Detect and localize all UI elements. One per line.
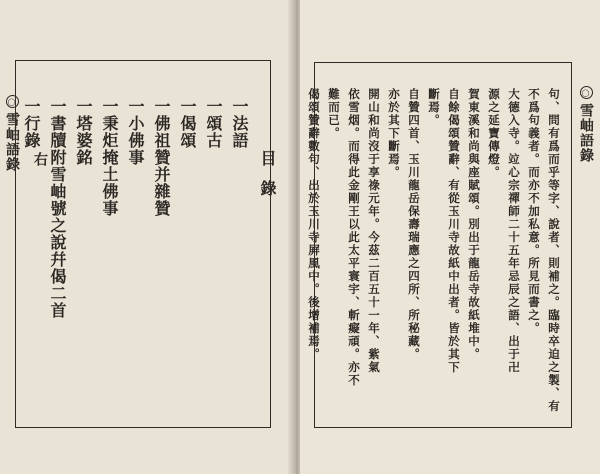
- text-column: 大德入寺。竝心宗禪師二十五年忌辰之語、出于卍: [507, 88, 521, 374]
- toc-item: 一行錄: [22, 98, 41, 149]
- toc-item: 一塔婆銘: [74, 98, 93, 166]
- toc-item: 一偈頌: [178, 98, 197, 149]
- text-column: 偈頌贊辭數句、出於玉川寺屛風中。後增補焉。: [307, 88, 321, 361]
- toc-title: 目錄: [258, 150, 277, 210]
- text-column: 源之延寶傳燈。: [487, 88, 501, 179]
- circle-mark-icon: ◯: [6, 95, 19, 108]
- text-column: 自餘偈頌贊辭、有從玉川寺故紙中出者。皆於其下: [447, 88, 461, 374]
- text-column: 依雪烟。而得此金剛王以此太平寰宇、斬癡頑。亦不: [347, 88, 361, 387]
- toc-item: 一書牘附雪岫號之說幷偈二首: [48, 98, 67, 319]
- text-column: 自贊四首、玉川龍岳保壽瑞應之四所、所秘藏。: [407, 88, 421, 361]
- circle-mark-icon: ◯: [580, 86, 593, 99]
- toc-item: 一秉炬掩土佛事: [100, 98, 119, 217]
- right-running-head: [576, 86, 596, 163]
- text-column: 難而已。: [327, 88, 341, 140]
- text-column: 句、問有爲而乎等字、說者、則補之。臨時卒迫之製、有: [547, 88, 561, 413]
- text-column: 亦於其下斷焉。: [387, 88, 401, 179]
- right-runner-text: 雪岫語錄: [578, 103, 594, 163]
- right-page: [300, 0, 600, 474]
- text-column: 不爲句義者。而亦不加私意。所見而書之。: [527, 88, 541, 335]
- text-column: 開山和尚沒于享祿元年。今茲二百五十一年、紫氣: [367, 88, 381, 374]
- toc-end-mark: 右: [32, 152, 48, 167]
- text-column: 斷焉。: [427, 88, 441, 127]
- text-column: 賀東溪和尚與座賦頌。別出于龍岳寺故紙堆中。: [467, 88, 481, 361]
- toc-item: 一頌古: [204, 98, 223, 149]
- toc-item: 一法語: [230, 98, 249, 149]
- toc-item: 一小佛事: [126, 98, 145, 166]
- toc-item: 一佛祖贊并雜贊: [152, 98, 171, 217]
- left-page: [0, 0, 294, 474]
- left-runner-text: 雪岫語錄: [4, 112, 20, 172]
